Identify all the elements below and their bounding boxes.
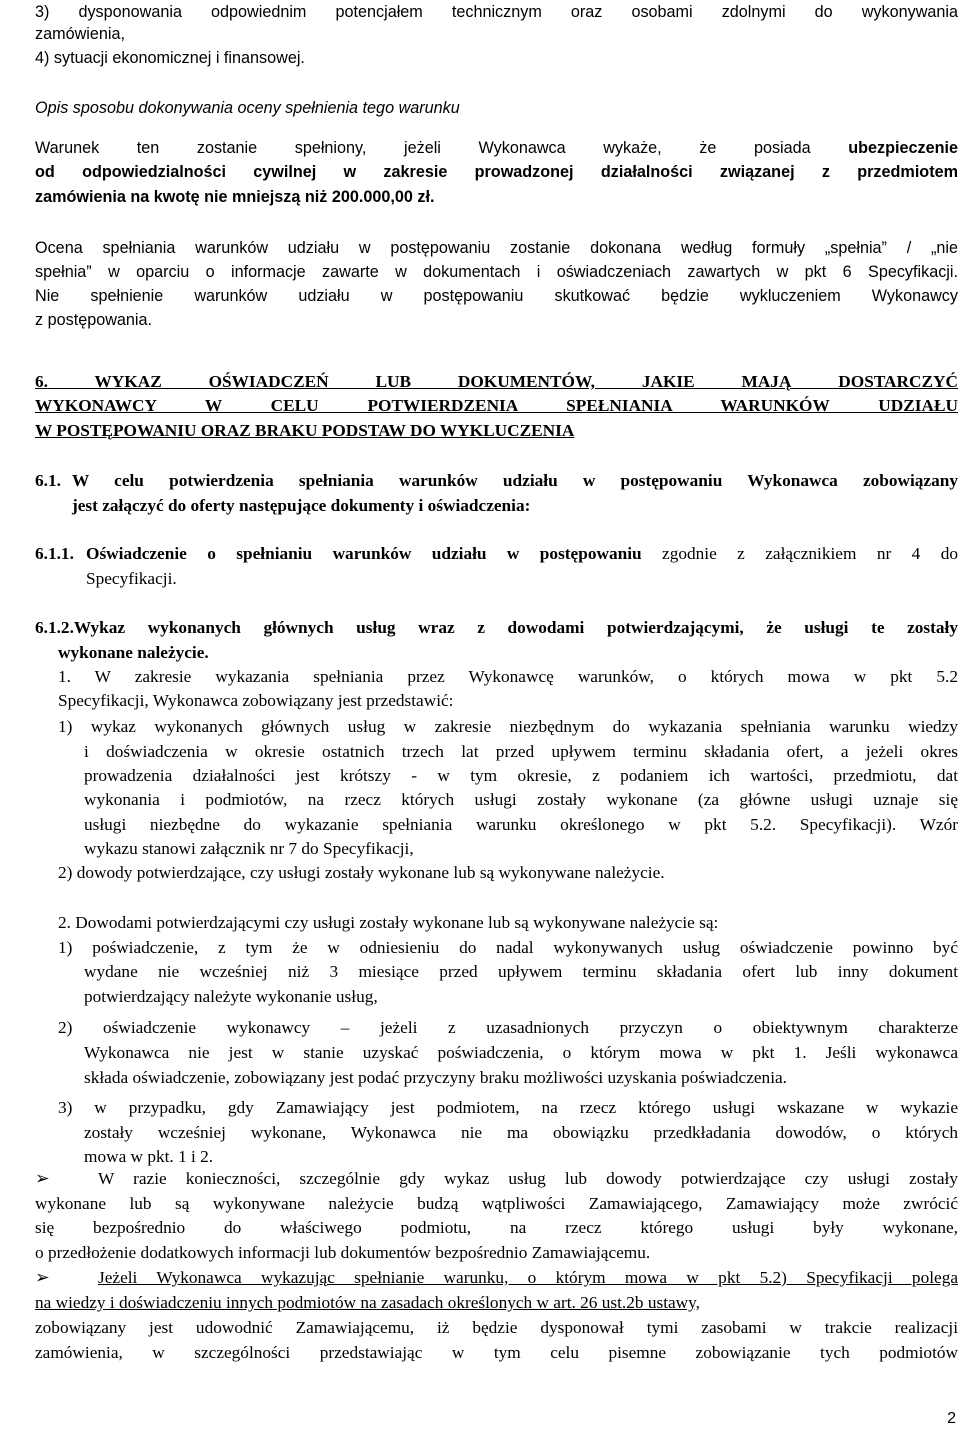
opis-heading: Opis sposobu dokonywania oceny spełnienia tego warunku [35, 99, 460, 117]
ocena-line-4: z postępowania. [35, 311, 152, 329]
item1-line-3: prowadzenia działalności jest krótszy - w tym okresie, z podaniem ich wartości, przedmiotu, dat [84, 766, 958, 785]
section-6-title-2: WYKONAWCY W CELU POTWIERDZENIA SPEŁNIANIA WARUNKÓW UDZIAŁU [35, 396, 958, 415]
j1-line-1: 1) poświadczenie, z tym że w odniesieniu do nadal wykonywanych usług oświadczenie powinno być [58, 938, 958, 957]
list-item-3-cont: zamówienia, [35, 25, 125, 43]
s612-line-1: 6.1.2.Wykaz wykonanych głównych usług wraz z dowodami potwierdzającymi, że usługi te zostały [35, 618, 958, 637]
j2-line-3: składa oświadczenie, zobowiązany jest podać przyczyny braku możliwości uzyskania poświadczenia. [84, 1068, 787, 1087]
j1-line-2: wydane nie wcześniej niż 3 miesiące przed upływem terminu składania ofert lub inny dokument [84, 962, 958, 981]
arrow-bullet-1-icon: ➢ [35, 1169, 50, 1188]
j2-line-1: 2) oświadczenie wykonawcy – jeżeli z uzasadnionych przyczyn o obiektywnym charakterze [58, 1018, 958, 1037]
j3-line-2: zostały wcześniej wykonane, Wykonawca nie ma obowiązku przedkładania dowodów, o których [84, 1123, 958, 1142]
ocena-line-3: Nie spełnienie warunków udziału w postępowaniu skutkować będzie wykluczeniem Wykonawcy [35, 287, 958, 305]
ocena-line-2: spełnia” w oparciu o informacje zawarte w dokumentach i oświadczeniach zawartych w pkt 6 Specyfikacji. [35, 263, 958, 281]
j2-line-2: Wykonawca nie jest w stanie uzyskać poświadczenia, o którym mowa w pkt 1. Jeśli wykonawca [84, 1043, 958, 1062]
a2-line-2: na wiedzy i doświadczeniu innych podmiotów na zasadach określonych w art. 26 ust.2b ustawy, [35, 1293, 700, 1312]
item1-line-5: usługi niezbędne do wykazanie spełniania warunku określonego w pkt 5.2. Specyfikacji). Wzór [84, 815, 958, 834]
a1-line-3: się bezpośrednio do właściwego podmiotu, na rzecz którego usługi były wykonane, [35, 1218, 958, 1237]
s611-line-1: Oświadczenie o spełnianiu warunków udziału w postępowaniu zgodnie z załącznikiem nr 4 do [86, 544, 958, 563]
a2-line-4: zamówienia, w szczególności przedstawiając w tym celu pisemne zobowiązanie tych podmiotów [35, 1343, 958, 1362]
item2-line-1: 2) dowody potwierdzające, czy usługi zostały wykonane lub są wykonywane należycie. [58, 863, 665, 882]
s611-number: 6.1.1. [35, 544, 74, 563]
a2-line-3: zobowiązany jest udowodnić Zamawiającemu, iż będzie dysponował tymi zasobami w trakcie realizacji [35, 1318, 958, 1337]
list-item-3: 3) dysponowania odpowiednim potencjałem technicznym oraz osobami zdolnymi do wykonywania [35, 3, 958, 21]
section-6-title-3: W POSTĘPOWANIU ORAZ BRAKU PODSTAW DO WYKLUCZENIA [35, 421, 575, 440]
ocena-line-1: Ocena spełniania warunków udziału w postępowaniu zostanie dokonana według formuły „spełnia” / „nie [35, 239, 958, 257]
s61-number: 6.1. [35, 471, 61, 490]
p1-line-1: 1. W zakresie wykazania spełniania przez Wykonawcę warunków, o których mowa w pkt 5.2 [58, 667, 958, 686]
s61-line-2: jest załączyć do oferty następujące dokumenty i oświadczenia: [72, 496, 531, 515]
j3-line-3: mowa w pkt. 1 i 2. [84, 1147, 214, 1166]
a1-line-2: wykonane lub są wykonywane należycie budzą wątpliwości Zamawiającego, Zamawiający może zwrócić [35, 1194, 958, 1213]
item1-line-1: 1) wykaz wykonanych głównych usług w zakresie niezbędnym do wykazania spełniania warunku wiedzy [58, 717, 958, 736]
p1-line-2: Specyfikacji, Wykonawca zobowiązany jest przedstawić: [58, 691, 454, 710]
j3-line-1: 3) w przypadku, gdy Zamawiający jest podmiotem, na rzecz którego usługi wskazane w wykazie [58, 1098, 958, 1117]
opis-line-1: Warunek ten zostanie spełniony, jeżeli Wykonawca wykaże, że posiada ubezpieczenie [35, 139, 958, 157]
arrow-bullet-2-icon: ➢ [35, 1268, 50, 1287]
s611-line-2: Specyfikacji. [86, 569, 177, 588]
opis-line-3: zamówienia na kwotę nie mniejszą niż 200.000,00 zł. [35, 188, 435, 206]
s612-line-2: wykonane należycie. [58, 643, 209, 662]
a2-line-1: Jeżeli Wykonawca wykazując spełnianie warunku, o którym mowa w pkt 5.2) Specyfikacji polega [98, 1268, 958, 1287]
item1-line-6: wykazu stanowi załącznik nr 7 do Specyfikacji, [84, 839, 414, 858]
item1-line-4: wykonania i podmiotów, na rzecz których usługi zostały wykonane (za główne usługi uznaje się [84, 790, 958, 809]
a1-line-4: o przedłożenie dodatkowych informacji lub dokumentów bezpośrednio Zamawiającemu. [35, 1243, 651, 1262]
a1-line-1: W razie konieczności, szczególnie gdy wykaz usług lub dowody potwierdzające czy usługi zostały [98, 1169, 958, 1188]
opis-line-2: od odpowiedzialności cywilnej w zakresie prowadzonej działalności związanej z przedmiotem [35, 163, 958, 181]
item1-line-2: i doświadczenia w okresie ostatnich trzech lat przed upływem terminu składania ofert, a jeżeli okres [84, 742, 958, 761]
p2-line-1: 2. Dowodami potwierdzającymi czy usługi zostały wykonane lub są wykonywane należycie są: [58, 913, 719, 932]
j1-line-3: potwierdzający należyte wykonanie usług, [84, 987, 378, 1006]
section-6-title-1: 6. WYKAZ OŚWIADCZEŃ LUB DOKUMENTÓW, JAKIE MAJĄ DOSTARCZYĆ [35, 372, 958, 391]
list-item-4: 4) sytuacji ekonomicznej i finansowej. [35, 49, 305, 67]
s61-line-1: W celu potwierdzenia spełniania warunków udziału w postępowaniu Wykonawca zobowiązany [72, 471, 958, 490]
page-number: 2 [947, 1410, 956, 1427]
